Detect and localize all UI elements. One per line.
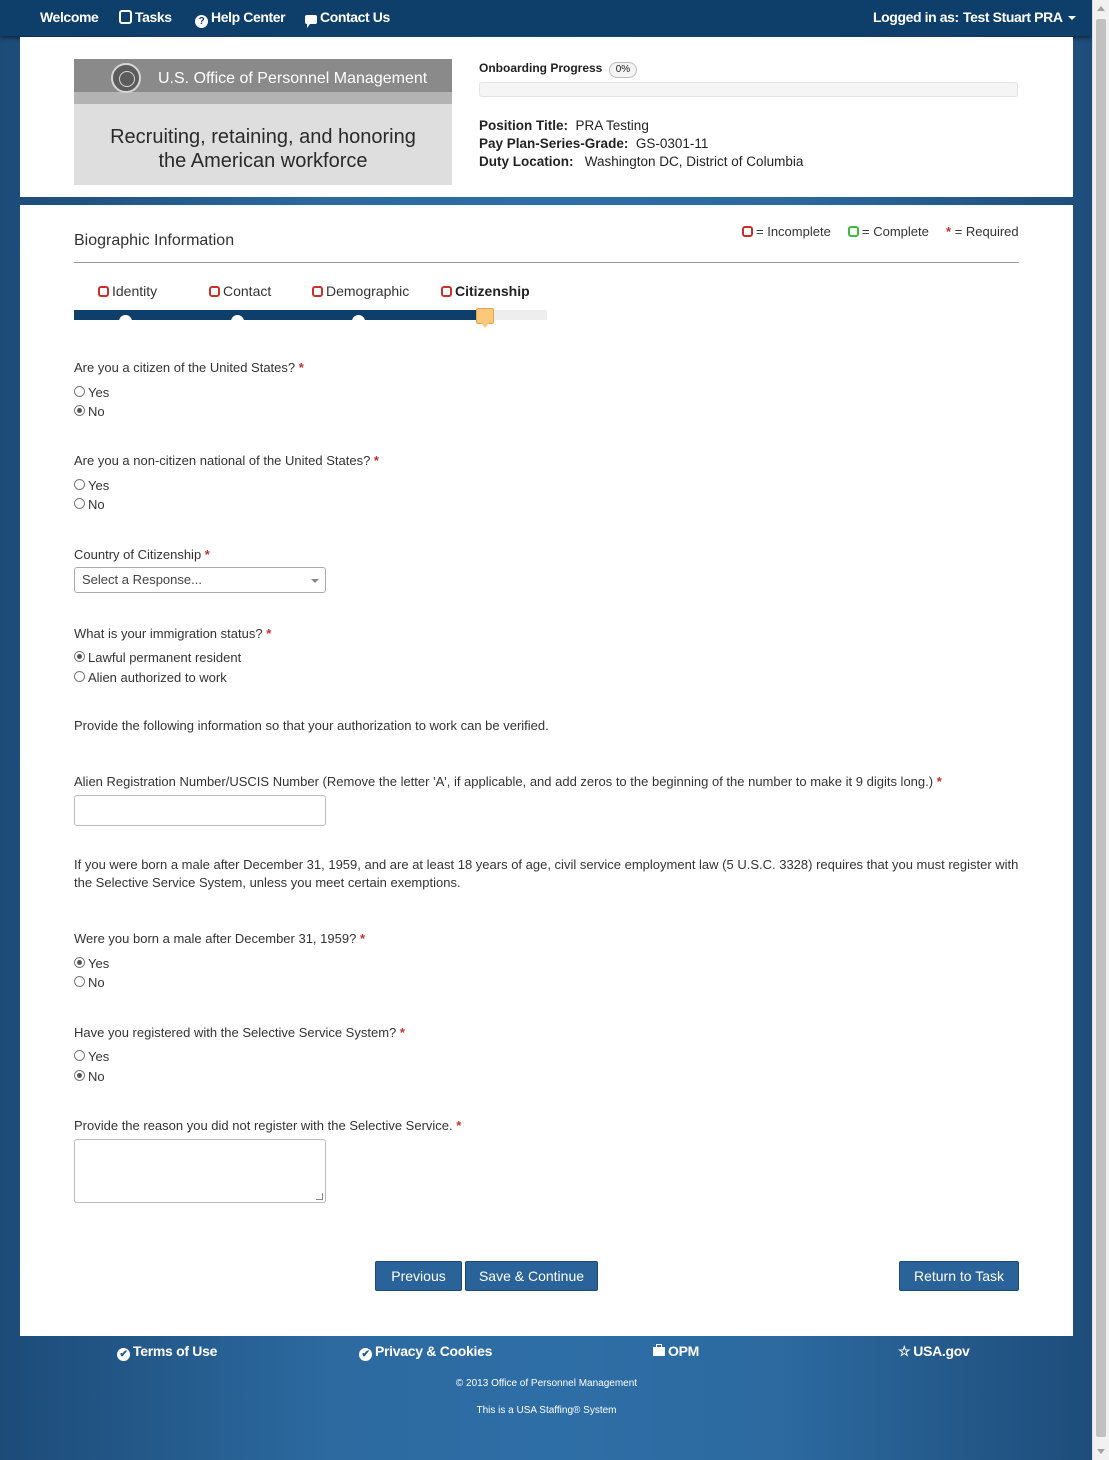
page-scrollbar[interactable] xyxy=(1092,0,1109,1460)
nav-tasks[interactable] xyxy=(119,0,172,36)
required-star: * xyxy=(399,1025,405,1040)
selective-service-info-text: If you were born a male after December 31, 1959, and are at least 18 years of age, civil service employment law (5 U.S.C. 3328) requires that you must register with the Selective Service System, unless you meet certain exemptions. xyxy=(74,857,1019,890)
step-identity[interactable] xyxy=(98,283,157,299)
nav-contact-label: Contact Us xyxy=(320,9,390,25)
step-contact[interactable] xyxy=(209,283,271,299)
opm-banner xyxy=(74,59,452,185)
required-star: * xyxy=(373,453,379,468)
briefcase-icon xyxy=(653,1347,665,1356)
radio-national-no[interactable] xyxy=(74,498,85,509)
pay-plan-value: GS-0301-11 xyxy=(635,136,709,151)
legend-complete xyxy=(848,224,929,239)
male-no-option[interactable] xyxy=(74,975,105,990)
option-label: No xyxy=(88,975,105,990)
footer-usagov-link[interactable] xyxy=(898,1343,970,1360)
banner-strip xyxy=(74,92,452,104)
user-menu[interactable] xyxy=(963,0,1076,36)
required-star: * xyxy=(298,360,304,375)
caret-down-icon xyxy=(1068,16,1076,20)
section-title: Biographic Information xyxy=(74,232,235,249)
return-to-task-button[interactable]: Return to Task xyxy=(899,1261,1019,1291)
footer-terms-label: Terms of Use xyxy=(133,1343,218,1359)
duty-location-value: Washington DC, District of Columbia xyxy=(584,154,804,169)
footer-privacy-label: Privacy & Cookies xyxy=(375,1343,493,1359)
question-national-text: Are you a non-citizen national of the United States? xyxy=(74,453,371,468)
nav-contact-us[interactable] xyxy=(305,0,390,36)
immigration-lpr-option[interactable] xyxy=(74,650,241,665)
question-alien-number-text: Alien Registration Number/USCIS Number (Remove the letter 'A', if applicable, and add zeros to the beginning of the number to make it 9 digits long.) xyxy=(74,774,934,789)
nav-help-center[interactable] xyxy=(195,0,285,36)
legend-complete-text: = Complete xyxy=(862,224,929,239)
option-label: Yes xyxy=(88,385,110,400)
question-immigration-text: What is your immigration status? xyxy=(74,626,263,641)
comment-icon xyxy=(305,15,317,24)
step-dot xyxy=(119,315,132,328)
nav-help-label: Help Center xyxy=(211,9,286,25)
pay-plan-label: Pay Plan-Series-Grade: xyxy=(479,136,629,151)
question-immigration xyxy=(74,626,271,641)
option-label: Alien authorized to work xyxy=(88,670,227,685)
save-continue-button[interactable]: Save & Continue xyxy=(465,1261,598,1291)
nav-welcome[interactable] xyxy=(40,0,98,36)
step-citizenship-label: Citizenship xyxy=(455,283,530,299)
footer-system-text: This is a USA Staffing® System xyxy=(476,1405,617,1416)
question-citizen xyxy=(74,360,304,375)
progress-badge: 0% xyxy=(609,62,637,78)
radio-male-yes[interactable] xyxy=(74,957,85,968)
task-icon xyxy=(119,10,132,24)
country-select[interactable]: Select a Response... xyxy=(74,567,326,593)
radio-citizen-no[interactable] xyxy=(74,405,85,416)
option-label: No xyxy=(88,1069,105,1084)
national-no-option[interactable] xyxy=(74,497,105,512)
previous-button[interactable]: Previous xyxy=(375,1261,462,1291)
nav-welcome-label: Welcome xyxy=(40,9,99,25)
banner-tagline xyxy=(74,125,452,173)
incomplete-icon xyxy=(312,286,323,297)
reason-textarea[interactable] xyxy=(74,1139,326,1203)
section-divider xyxy=(74,262,1019,263)
main-panel xyxy=(20,205,1073,1336)
radio-citizen-yes[interactable] xyxy=(74,386,85,397)
question-circle-icon: ? xyxy=(195,15,208,28)
banner-tagline-line1: Recruiting, retaining, and honoring xyxy=(110,126,416,148)
radio-national-yes[interactable] xyxy=(74,479,85,490)
national-yes-option[interactable] xyxy=(74,478,109,493)
step-citizenship[interactable] xyxy=(441,283,530,299)
opm-seal-icon xyxy=(111,63,141,93)
position-title-value: PRA Testing xyxy=(575,118,649,133)
alien-number-input[interactable] xyxy=(74,795,326,826)
question-national xyxy=(74,453,379,468)
star-icon: ☆ xyxy=(898,1343,911,1359)
onboarding-progress-label xyxy=(479,61,637,78)
question-reason xyxy=(74,1118,461,1133)
step-demographic-label: Demographic xyxy=(326,283,410,299)
question-citizen-text: Are you a citizen of the United States? xyxy=(74,360,296,375)
legend-incomplete xyxy=(742,224,831,239)
question-registered-text: Have you registered with the Selective Service System? xyxy=(74,1025,397,1040)
radio-male-no[interactable] xyxy=(74,976,85,987)
footer-terms-link[interactable] xyxy=(117,1343,217,1361)
check-circle-icon: ✔ xyxy=(359,1348,372,1361)
footer-copyright: © 2013 Office of Personnel Management xyxy=(455,1378,638,1389)
registered-yes-option[interactable] xyxy=(74,1049,109,1064)
incomplete-icon xyxy=(441,286,452,297)
option-label: Yes xyxy=(88,1049,110,1064)
required-star: * xyxy=(456,1118,462,1133)
check-circle-icon: ✔ xyxy=(117,1348,130,1361)
logged-in-label xyxy=(873,0,959,36)
top-navbar xyxy=(0,0,1092,36)
scroll-up-arrow-icon[interactable] xyxy=(1097,6,1105,11)
question-male-text: Were you born a male after December 31, 1959? xyxy=(74,931,357,946)
option-label: Yes xyxy=(88,478,110,493)
step-dot xyxy=(352,315,365,328)
incomplete-icon xyxy=(742,226,753,237)
question-registered xyxy=(74,1025,405,1040)
male-yes-option[interactable] xyxy=(74,956,109,971)
question-country xyxy=(74,547,210,562)
immigration-alien-option[interactable] xyxy=(74,670,227,685)
question-alien-number xyxy=(74,774,942,789)
citizen-yes-option[interactable] xyxy=(74,385,109,400)
legend-incomplete-text: = Incomplete xyxy=(756,224,831,239)
step-demographic[interactable] xyxy=(312,283,409,299)
onboarding-progress-bar xyxy=(479,82,1018,97)
scrollbar-thumb[interactable] xyxy=(1096,19,1106,1437)
radio-alien[interactable] xyxy=(74,671,85,682)
position-title-row xyxy=(479,118,649,133)
nav-tasks-label: Tasks xyxy=(135,9,172,25)
footer-privacy-link[interactable] xyxy=(359,1343,492,1361)
header-panel xyxy=(20,37,1073,197)
incomplete-icon xyxy=(98,286,109,297)
progress-label-text: Onboarding Progress xyxy=(479,61,603,75)
radio-registered-yes[interactable] xyxy=(74,1050,85,1061)
registered-no-option[interactable] xyxy=(74,1069,105,1084)
option-label: Lawful permanent resident xyxy=(88,650,242,665)
legend-required-text: = Required xyxy=(954,224,1019,239)
required-star: * xyxy=(936,774,942,789)
user-name: Test Stuart PRA xyxy=(963,9,1063,25)
option-label: Yes xyxy=(88,956,110,971)
step-progress-fill xyxy=(74,310,486,320)
scroll-down-arrow-icon[interactable] xyxy=(1097,1449,1105,1454)
step-identity-label: Identity xyxy=(112,283,158,299)
footer-opm-link[interactable] xyxy=(653,1343,699,1359)
legend-required xyxy=(946,224,1019,239)
citizen-no-option[interactable] xyxy=(74,404,105,419)
required-star: * xyxy=(946,224,952,239)
footer-usagov-label: USA.gov xyxy=(913,1343,970,1359)
duty-location-label: Duty Location: xyxy=(479,154,574,169)
required-star: * xyxy=(359,931,365,946)
position-title-label: Position Title: xyxy=(479,118,569,133)
pay-plan-row xyxy=(479,136,708,151)
radio-registered-no[interactable] xyxy=(74,1070,85,1081)
option-label: No xyxy=(88,497,105,512)
required-star: * xyxy=(266,626,272,641)
step-contact-label: Contact xyxy=(223,283,272,299)
step-dot xyxy=(231,315,244,328)
banner-tagline-line2: the American workforce xyxy=(158,150,368,172)
logged-in-text: Logged in as: xyxy=(873,9,959,25)
incomplete-icon xyxy=(209,286,220,297)
banner-org-name: U.S. Office of Personnel Management xyxy=(158,70,428,87)
question-male xyxy=(74,931,365,946)
option-label: No xyxy=(88,404,105,419)
radio-lpr[interactable] xyxy=(74,651,85,662)
current-step-marker xyxy=(476,308,494,324)
footer-opm-label: OPM xyxy=(668,1343,699,1359)
required-star: * xyxy=(204,547,210,562)
question-reason-text: Provide the reason you did not register with the Selective Service. xyxy=(74,1118,453,1133)
duty-location-row xyxy=(479,154,803,169)
complete-check-icon xyxy=(848,226,859,237)
verify-info-text: Provide the following information so that your authorization to work can be verified. xyxy=(74,718,549,733)
question-country-text: Country of Citizenship xyxy=(74,547,202,562)
